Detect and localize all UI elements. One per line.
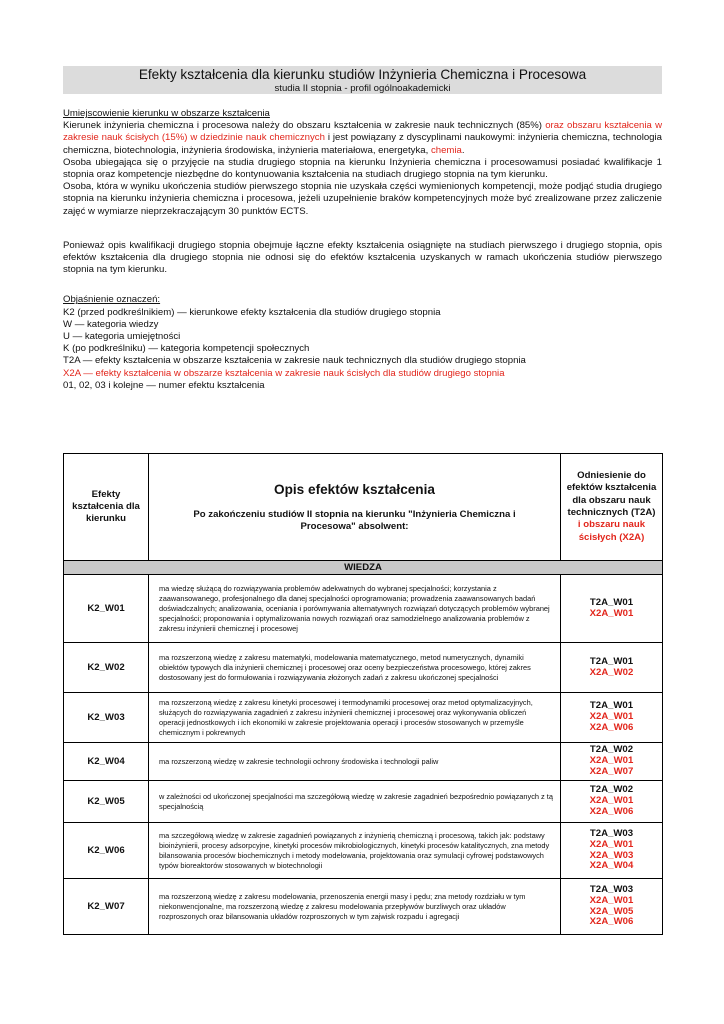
ref-x2a: X2A_W01: [589, 795, 634, 807]
intro-paragraph-2: Osoba ubiegająca się o przyjęcie na studia drugiego stopnia na kierunku Inżynieria chemiczna i procesowamusi posiadać kwalifikacje 1 stopnia oraz kompetencje niezbędne do kontynuowania kształcenia na studiach drugiego stopnia na tym kierunku.: [63, 156, 662, 181]
ref-x2a: X2A_W06: [589, 805, 634, 817]
table-row: [64, 823, 663, 879]
table-row: [64, 879, 663, 935]
table-title: Opis efektów kształcenia: [274, 481, 435, 497]
table-row: [64, 575, 663, 643]
ref-x2a: X2A_W01: [589, 607, 634, 619]
outcome-description: w zależności od ukończonej specjalności ma szczegółową wiedzę w zakresie zagadnień bezpośrednio powiązanych z tą specjalnością: [149, 781, 561, 823]
ref-x2a: X2A_W01: [589, 838, 634, 850]
document-subtitle: studia II stopnia - profil ogólnoakademicki: [274, 83, 451, 94]
outcome-reference: [561, 823, 663, 879]
ref-t2a: T2A_W02: [589, 744, 634, 756]
section-header-wiedza: WIEDZA: [64, 561, 663, 575]
ref-t2a: T2A_W03: [589, 827, 634, 839]
reference-header-t2a: Odniesienie do efektów kształcenia dla obszaru nauk technicznych (T2A): [566, 469, 657, 518]
outcome-description: ma rozszerzoną wiedzę z zakresu matematyki, modelowania matematycznego, metod numerycznych, dynamiki obiektów typowych dla inżynierii chemicznej i procesowej oraz oceny bezpieczeństwa procesowego, której zakres dostosowany jest do formułowania i rozwiązywania złożonych zadań z zakresu ukończonej specjalności: [149, 643, 561, 693]
ref-x2a: X2A_W06: [589, 916, 634, 928]
outcome-reference: [561, 781, 663, 823]
outcome-reference: [561, 643, 663, 693]
reference-header-x2a: i obszaru nauk ścisłych (X2A): [577, 519, 646, 543]
p1-red-text: oraz obszaru kształcenia w zakresie nauk ścisłych (15%) w dziedzinie nauk chemicznych: [63, 120, 662, 144]
outcome-code: K2_W07: [64, 879, 149, 935]
p1-text-end: .: [461, 144, 465, 156]
legend-line: K (po podkreślniku) — kategoria kompetencji społecznych: [63, 343, 310, 355]
ref-t2a: T2A_W03: [589, 883, 634, 895]
table-body: [64, 575, 663, 935]
outcome-code: K2_W03: [64, 693, 149, 743]
ref-x2a: X2A_W06: [589, 721, 634, 733]
outcome-reference: [561, 743, 663, 781]
column-header-reference: [561, 454, 663, 561]
legend-line: W — kategoria wiedzy: [63, 318, 159, 330]
outcome-code: K2_W04: [64, 743, 149, 781]
document-title: Efekty kształcenia dla kierunku studiów Inżynieria Chemiczna i Procesowa: [138, 67, 587, 82]
document-header: [63, 66, 662, 94]
outcome-code: K2_W02: [64, 643, 149, 693]
ref-x2a: X2A_W03: [589, 849, 634, 861]
ref-x2a: X2A_W05: [589, 905, 634, 917]
legend-line: X2A — efekty kształcenia w obszarze kształcenia w zakresie nauk ścisłych dla studiów drugiego stopnia: [63, 367, 505, 379]
legend-line: 01, 02, 03 i kolejne — numer efektu kształcenia: [63, 379, 265, 391]
ref-t2a: T2A_W01: [589, 700, 634, 712]
table-row: [64, 693, 663, 743]
table-row: [64, 781, 663, 823]
outcome-reference: [561, 879, 663, 935]
intro-paragraph-1: [63, 120, 662, 157]
outcome-code: K2_W01: [64, 575, 149, 643]
ref-x2a: X2A_W01: [589, 711, 634, 723]
outcome-code: K2_W06: [64, 823, 149, 879]
outcome-reference: [561, 575, 663, 643]
outcome-description: ma wiedzę służącą do rozwiązywania problemów adekwatnych do wybranej specjalności; korzystania z zaawansowanego, profesjonalnego dla danej specjalności oprogramowania; prowadzenia zaawansowanych badań doświadczalnych; analizowania, oceniania i porównywania alternatywnych rozwiązań dotyczących problemów wybranej specjalności; proponowania i optymalizowania nowych rozwiązań oraz samodzielnego analizowania problemów z zakresu inżynierii chemicznej i procesowej: [149, 575, 561, 643]
outcome-description: ma szczegółową wiedzę w zakresie zagadnień powiązanych z inżynierią chemiczną i procesową, takich jak: podstawy bioinżynierii, procesy adsorpcyjne, kinetyki procesów mikrobiologicznych, kinetyki procesów katalitycznych, zna metody bilansowania procesów biochemicznych i metody modelowania, projektowania oraz symulacji cyfrowej podstawowych typów bioreaktorów stosowanych w biotechnologii: [149, 823, 561, 879]
intro-heading: Umiejscowienie kierunku w obszarze kształcenia: [63, 108, 270, 119]
ref-x2a: X2A_W01: [589, 894, 634, 906]
legend-line: K2 (przed podkreślnikiem) — kierunkowe efekty kształcenia dla studiów drugiego stopnia: [63, 306, 441, 318]
intro-paragraph-4: Ponieważ opis kwalifikacji drugiego stopnia obejmuje łączne efekty kształcenia osiągnięte na studiach pierwszego i drugiego stopnia, opis efektów kształcenia dla drugiego stopnia nie odnosi się do efektów kształcenia uzyskanych w ramach ukończenia studiów pierwszego stopnia na tym kierunku.: [63, 239, 662, 276]
table-subtitle: Po zakończeniu studiów II stopnia na kierunku "Inżynieria Chemiczna i Procesowa" absolwent:: [193, 508, 516, 532]
ref-t2a: T2A_W01: [589, 655, 634, 667]
p1-text-a: Kierunek inżynieria chemiczna i procesowa należy do obszaru kształcenia w zakresie nauk technicznych (85%): [63, 120, 546, 132]
ref-x2a: X2A_W01: [589, 755, 634, 767]
legend-line: T2A — efekty kształcenia w obszarze kształcenia w zakresie nauk technicznych dla studiów drugiego stopnia: [63, 355, 526, 367]
p1-text-b: i jest powiązany z dyscyplinami naukowymi: inżynieria chemiczna, technologia chemiczna, biotechnologia, inżynieria środowiska, inżynieria materiałowa, energetyka,: [63, 132, 662, 156]
column-header-effects-label: Efekty kształcenia dla kierunku: [72, 489, 140, 524]
intro-section: [63, 108, 662, 392]
p1-red-text-2: chemia: [430, 144, 462, 156]
intro-paragraph-3: Osoba, która w wyniku ukończenia studiów pierwszego stopnia nie uzyskała części wymienionych kompetencji, może podjąć studia drugiego stopnia na kierunku inżynieria chemiczna i procesowa, jeżeli uzupełnienie braków kompetencyjnych może być zrealizowane przez zaliczenie zajęć w wymiarze nieprzekraczającym 30 punktów ECTS.: [63, 181, 662, 217]
legend-heading: Objaśnienie oznaczeń:: [63, 294, 161, 306]
outcome-code: K2_W05: [64, 781, 149, 823]
outcome-description: ma rozszerzoną wiedzę z zakresu kinetyki procesowej i termodynamiki procesowej oraz metod optymalizacyjnych, służących do rozwiązywania zagadnień z zakresu inżynierii chemicznej i procesowej oraz wykonywania obliczeń operacji jednostkowych i ich ekonomiki w zakresie projektowania operacji i procesów stosowanych w przemyśle chemicznym i pokrewnych: [149, 693, 561, 743]
column-header-description: [149, 454, 561, 561]
table-row: [64, 643, 663, 693]
ref-x2a: X2A_W02: [589, 666, 634, 678]
ref-x2a: X2A_W04: [589, 860, 634, 872]
table-row: [64, 743, 663, 781]
outcome-reference: [561, 693, 663, 743]
column-header-effects: [64, 454, 149, 561]
legend-line: U — kategoria umiejętności: [63, 331, 181, 343]
ref-x2a: X2A_W07: [589, 765, 634, 777]
outcome-description: ma rozszerzoną wiedzę w zakresie technologii ochrony środowiska i technologii paliw: [149, 743, 561, 781]
outcome-description: ma rozszerzoną wiedzę z zakresu modelowania, przenoszenia energii masy i pędu; zna metody rozdziału w tym niekonwencjonalne, ma rozszerzoną wiedzę z zakresu modelowania przepływów burzliwych oraz układów rozproszonych oraz bilansowania układów rozproszonych w tym zajwisk rozpadu i agregacji: [149, 879, 561, 935]
ref-t2a: T2A_W01: [589, 596, 634, 608]
ref-t2a: T2A_W02: [589, 784, 634, 796]
learning-outcomes-table: [63, 453, 663, 935]
